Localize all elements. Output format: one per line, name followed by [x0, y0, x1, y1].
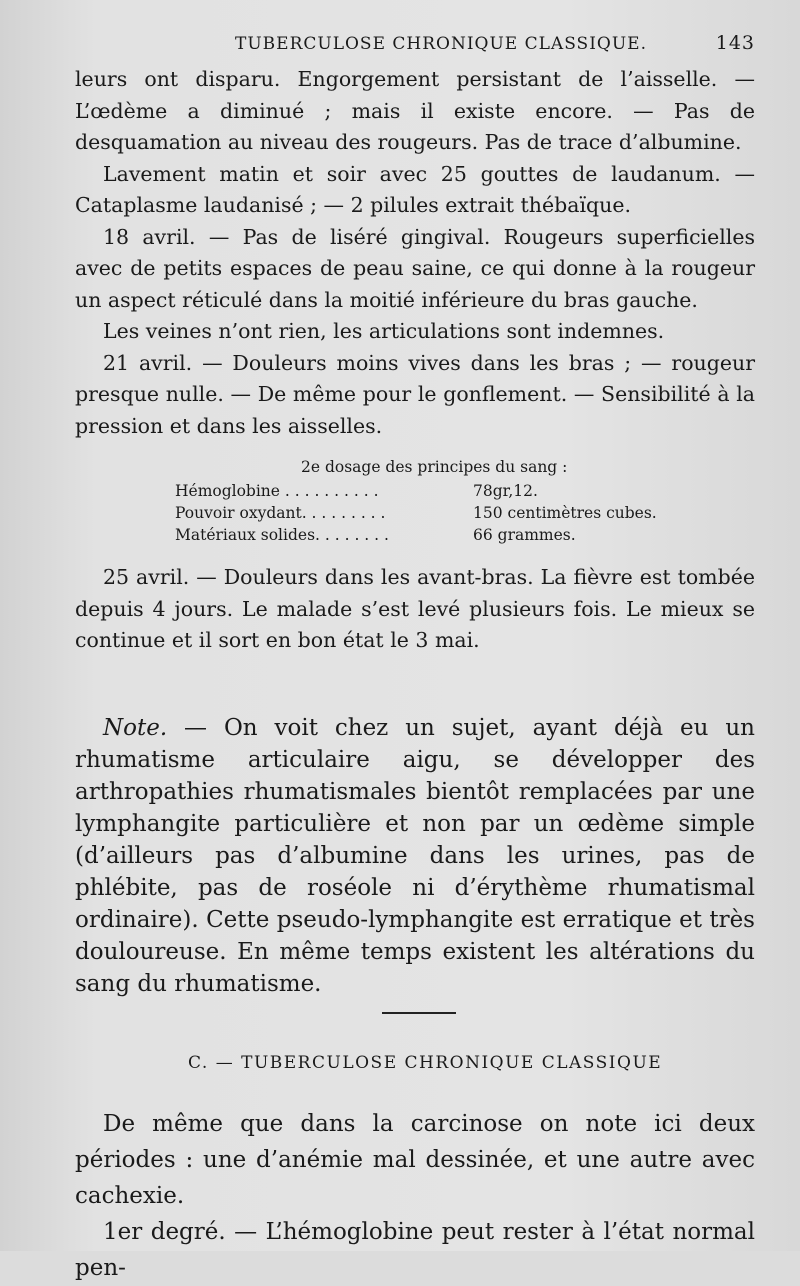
- running-title: TUBERCULOSE CHRONIQUE CLASSIQUE.: [235, 34, 647, 54]
- blood-dosage-table: [175, 456, 755, 546]
- section-divider: [382, 1012, 456, 1014]
- section-paragraph-2: 1er degré. — L’hémoglobine peut rester à l’état normal pen-: [75, 1219, 755, 1281]
- paragraph-2: Lavement matin et soir avec 25 gouttes de laudanum. — Cataplasme laudanisé ; — 2 pilules extrait thébaïque.: [75, 161, 755, 217]
- paragraph-after-table: 25 avril. — Douleurs dans les avant-bras. La fièvre est tombée depuis 4 jours. Le malade s’est levé plusieurs fois. Le mieux se continue et il sort en bon état le 3 mai.: [75, 565, 755, 652]
- table-row: [175, 502, 755, 524]
- section-heading: C. — TUBERCULOSE CHRONIQUE CLASSIQUE: [188, 1053, 663, 1073]
- table-label: Hémoglobine . . . . . . . . . .: [175, 482, 379, 500]
- note-label: Note.: [103, 715, 168, 741]
- page-number: 143: [715, 32, 755, 54]
- body-text: [75, 64, 755, 657]
- table-row: [175, 524, 755, 546]
- note-block: [75, 712, 755, 1000]
- paragraph-4: Les veines n’ont rien, les articulations sont indemnes.: [103, 319, 665, 343]
- table-value: 150 centimètres cubes.: [473, 504, 657, 522]
- note-text: — On voit chez un sujet, ayant déjà eu un rhumatisme articulaire aigu, se développer des arthropathies rhumatismales bientôt remplacées par une lymphangite particulière et non par un œdème simple (d’ailleurs pas d’albumine dans les urines, pas de phlébite, pas de roséole ni d’érythème rhumatismal ordinaire). Cette pseudo-lymphangite est erratique et très douloureuse. En même temps existent les altérations du sang du rhumatisme.: [75, 715, 755, 997]
- paragraph-3: 18 avril. — Pas de liséré gingival. Rougeurs superficielles avec de petits espaces de peau saine, ce qui donne à la rougeur un aspect réticulé dans la moitié inférieure du bras gauche.: [75, 224, 755, 312]
- page-header: [75, 30, 755, 60]
- section-body: [75, 1106, 755, 1286]
- section-paragraph-1: De même que dans la carcinose on note ici deux périodes : une d’anémie mal dessinée, et une autre avec cachexie.: [75, 1111, 755, 1209]
- table-label: Matériaux solides. . . . . . . .: [175, 526, 389, 544]
- table-label: Pouvoir oxydant. . . . . . . . .: [175, 504, 386, 522]
- table-row: [175, 480, 755, 502]
- table-value: 66 grammes.: [473, 526, 576, 544]
- note-paragraph: [75, 712, 755, 1000]
- table-caption: 2e dosage des principes du sang :: [301, 458, 568, 476]
- paragraph-5: 21 avril. — Douleurs moins vives dans les bras ; — rougeur presque nulle. — De même pour le gonflement. — Sensibilité à la pression et dans les aisselles.: [75, 350, 755, 438]
- table-value: 78gr,12.: [473, 482, 538, 500]
- paragraph-1: leurs ont disparu. Engorgement persistant de l’aisselle. — L’œdème a diminué ; mais il existe encore. — Pas de desquamation au niveau des rougeurs. Pas de trace d’albumine.: [75, 67, 755, 154]
